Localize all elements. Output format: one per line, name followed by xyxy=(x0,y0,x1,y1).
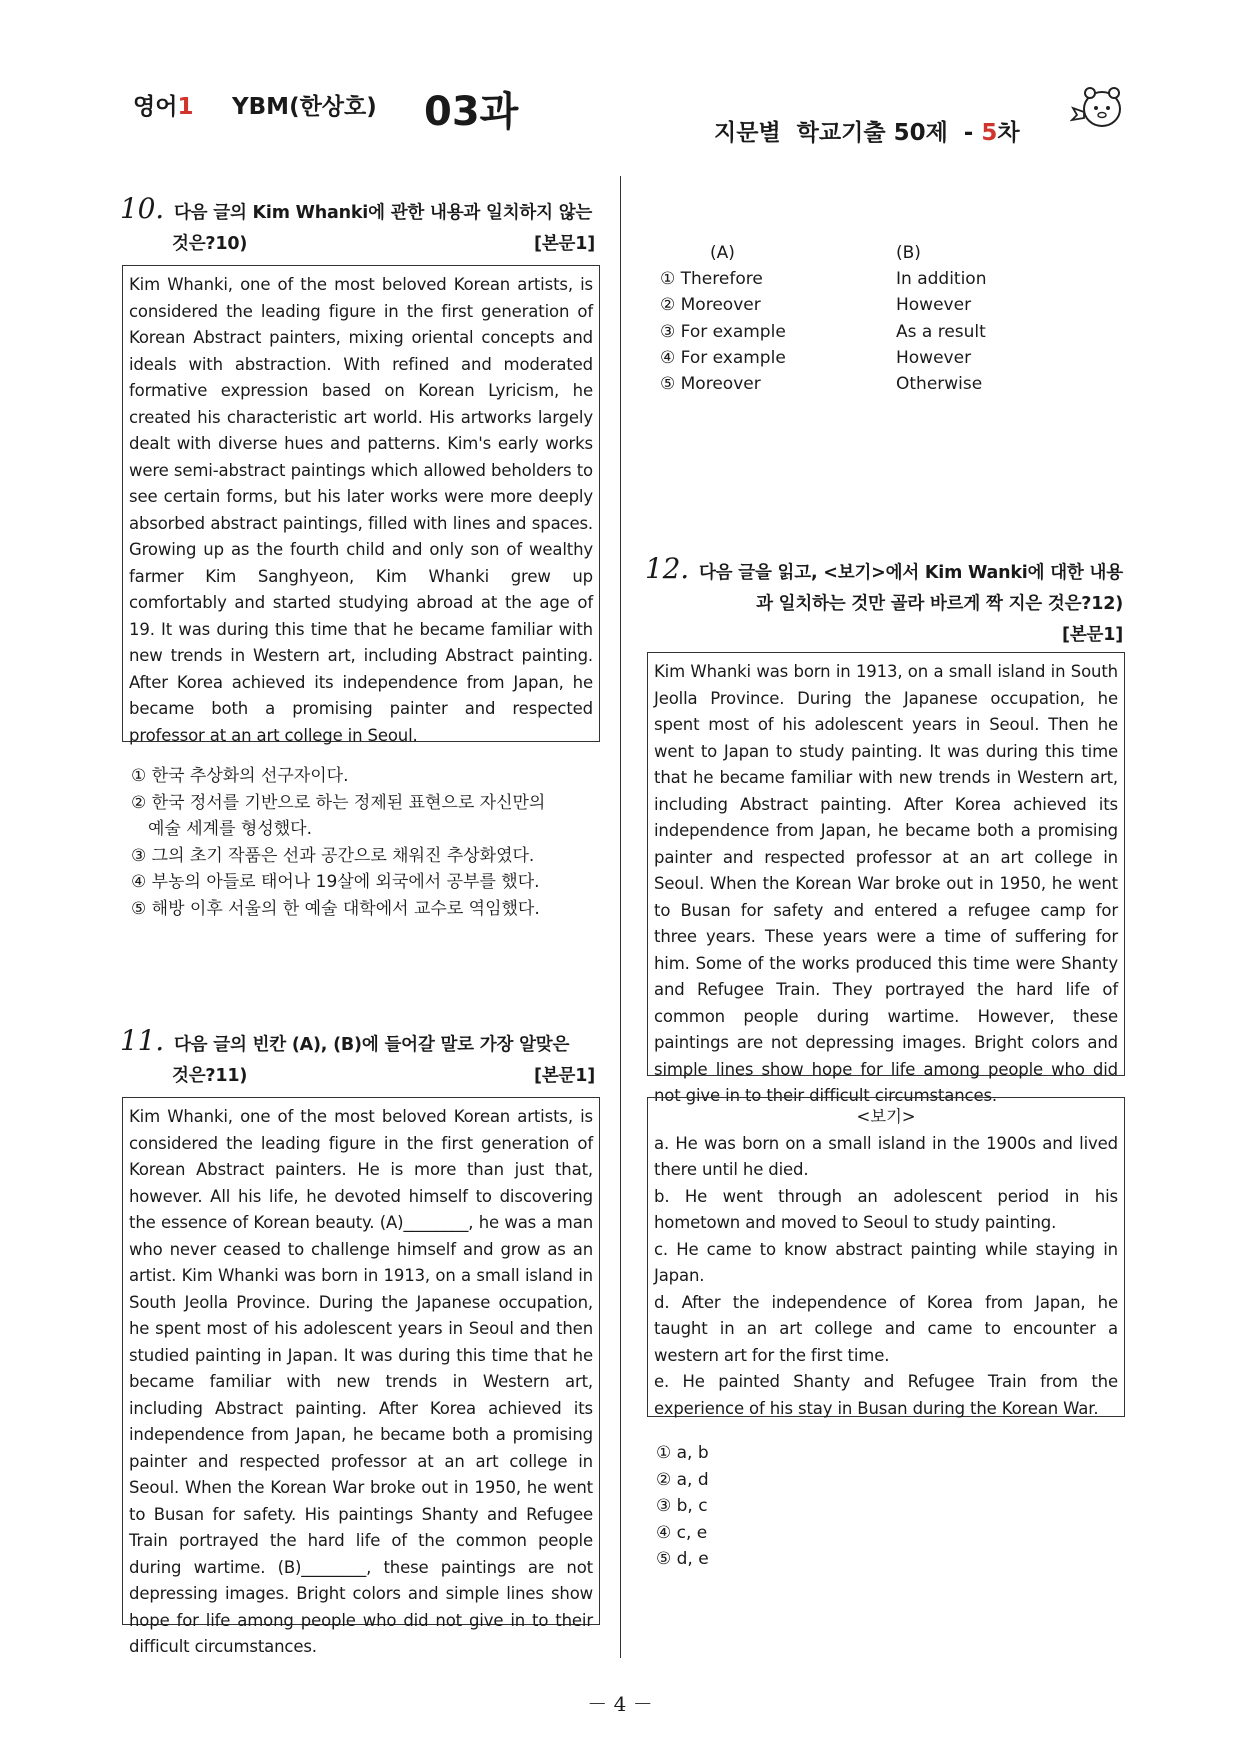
q11-passage: Kim Whanki, one of the most beloved Korean artists, is considered the leading figure in the first generation of Korean Abstract painters. He is more than just that, however. All his life, he devoted himself to discovering the essence of Korean beauty. (A)________, he was a man who never ceased to challenge himself and grow as an artist. Kim Whanki was born in 1913, on a small island in South Jeolla Province. During the Japanese occupation, he spent most of his adolescent years in Seoul and then studied painting in Japan. It was during this time that he became familiar with new trends in Western art, including Abstract painting. After Korea achieved its independence from Japan, he became both a promising painter and respected professor at an art college in Seoul. When the Korean War broke out in 1950, he went to Busan for safety. His paintings Shanty and Refugee Train portrayed the hard life of the common people during wartime. (B)________, these paintings are not depressing images. Bright colors and simple lines show hope for life among people who did not give in to their difficult circumstances. xyxy=(122,1097,600,1625)
page-number: － 4 － xyxy=(587,1692,653,1716)
q10-passage: Kim Whanki, one of the most beloved Korean artists, is considered the leading figure in the first generation of Korean Abstract painters, mixing oriental concepts and ideals with abstraction. With refined and moderated formative expression based on Korean Lyricism, he created his characteristic art world. His artworks largely dealt with diverse hues and patterns. Kim's early works were semi-abstract paintings which allowed beholders to see certain forms, but his later works were more deeply absorbed abstract paintings, filled with lines and spaces. Growing up as the fourth child and only son of wealthy farmer Kim Sanghyeon, Kim Whanki grew up comfortably and started studying abroad at the age of 19. It was during this time that he became familiar with new trends in Western art, including Abstract painting. After Korea achieved its independence from Japan, he became both a promising painter and respected professor at an art college in Seoul. xyxy=(122,265,600,742)
q12-option-2[interactable]: ② a, d xyxy=(656,1469,709,1490)
bogi-title: <보기> xyxy=(856,1107,916,1126)
q12-bogi-box xyxy=(647,1097,1125,1417)
column-divider xyxy=(620,176,621,1658)
q10-option-4[interactable]: ④ 부농의 아들로 태어나 19살에 외국에서 공부를 했다. xyxy=(131,872,540,892)
q11-option-3[interactable]: ③ For example As a result xyxy=(660,321,986,342)
bear-mascot-icon xyxy=(1070,84,1126,134)
bogi-item-a: a. He was born on a small island in the 1900s and lived there until he died. xyxy=(654,1133,1118,1179)
q10-option-2[interactable]: ② 한국 정서를 기반으로 하는 정제된 표현으로 자신만의 xyxy=(131,792,546,813)
series-title: 지문별 학교기출 50제 - 5차 xyxy=(714,120,1020,146)
subject-label: 영어1 xyxy=(133,94,194,120)
q10-heading: 10. 다음 글의 Kim Whanki에 관한 내용과 일치하지 않는 것은?10) [본문1] xyxy=(120,192,595,254)
q11-heading: 11. 다음 글의 빈칸 (A), (B)에 들어갈 말로 가장 알맞은 것은?11) [본문1] xyxy=(120,1024,595,1086)
bogi-item-d: d. After the independence of Korea from Japan, he taught in an art college and came to encounter a western art for the first time. xyxy=(654,1292,1118,1365)
lesson-title: 03과 xyxy=(424,89,519,135)
q11-option-5[interactable]: ⑤ Moreover Otherwise xyxy=(660,374,983,395)
q11-table-header: (A) (B) xyxy=(710,243,921,263)
bogi-item-e: e. He painted Shanty and Refugee Train from the experience of his stay in Busan during the Korean War. xyxy=(654,1372,1118,1418)
bogi-item-c: c. He came to know abstract painting while staying in Japan. xyxy=(654,1239,1118,1285)
q11-option-1[interactable]: ① Therefore In addition xyxy=(660,269,987,290)
q12-options xyxy=(656,1440,709,1573)
q12-option-4[interactable]: ④ c, e xyxy=(656,1522,708,1543)
q10-option-1[interactable]: ① 한국 추상화의 선구자이다. xyxy=(131,766,349,786)
q12-heading: 12. 다음 글을 읽고, <보기>에서 Kim Wanki에 대한 내용 과 일치하는 것만 골라 바르게 짝 지은 것은?12) [본문1] xyxy=(645,552,1123,645)
publisher-label: YBM(한상호) xyxy=(232,94,377,120)
q10-option-3[interactable]: ③ 그의 초기 작품은 선과 공간으로 채워진 추상화였다. xyxy=(131,845,535,866)
q12-passage: Kim Whanki was born in 1913, on a small island in South Jeolla Province. During the Japanese occupation, he spent most of his adolescent years in Seoul. Then he went to Japan to study painting. It was during this time that he became familiar with new trends in Western art, including Abstract painting. After Korea achieved its independence from Japan, he became both a promising painter and respected professor at an art college in Seoul. When the Korean War broke out in 1950, he went to Busan for safety and entered a refugee camp for three years. These years were a time of suffering for him. Some of the works produced this time were Shanty and Refugee Train. They portrayed the hard life of common people during wartime. However, these paintings are not depressing images. Bright colors and simple lines show hope for life among people who did not give in to their difficult circumstances. xyxy=(647,652,1125,1076)
q11-answer-table xyxy=(660,240,986,397)
q11-option-4[interactable]: ④ For example However xyxy=(660,347,972,368)
q12-option-1[interactable]: ① a, b xyxy=(656,1443,709,1463)
q12-option-3[interactable]: ③ b, c xyxy=(656,1496,708,1516)
q10-option-5[interactable]: ⑤ 해방 이후 서울의 한 예술 대학에서 교수로 역임했다. xyxy=(131,898,540,919)
q12-option-5[interactable]: ⑤ d, e xyxy=(656,1549,709,1569)
q11-option-2[interactable]: ② Moreover However xyxy=(660,295,972,316)
bogi-item-b: b. He went through an adolescent period in his hometown and moved to Seoul to study painting. xyxy=(654,1186,1118,1232)
q10-option-2-cont: 예술 세계를 형성했다. xyxy=(148,819,313,839)
q10-options xyxy=(131,763,545,922)
